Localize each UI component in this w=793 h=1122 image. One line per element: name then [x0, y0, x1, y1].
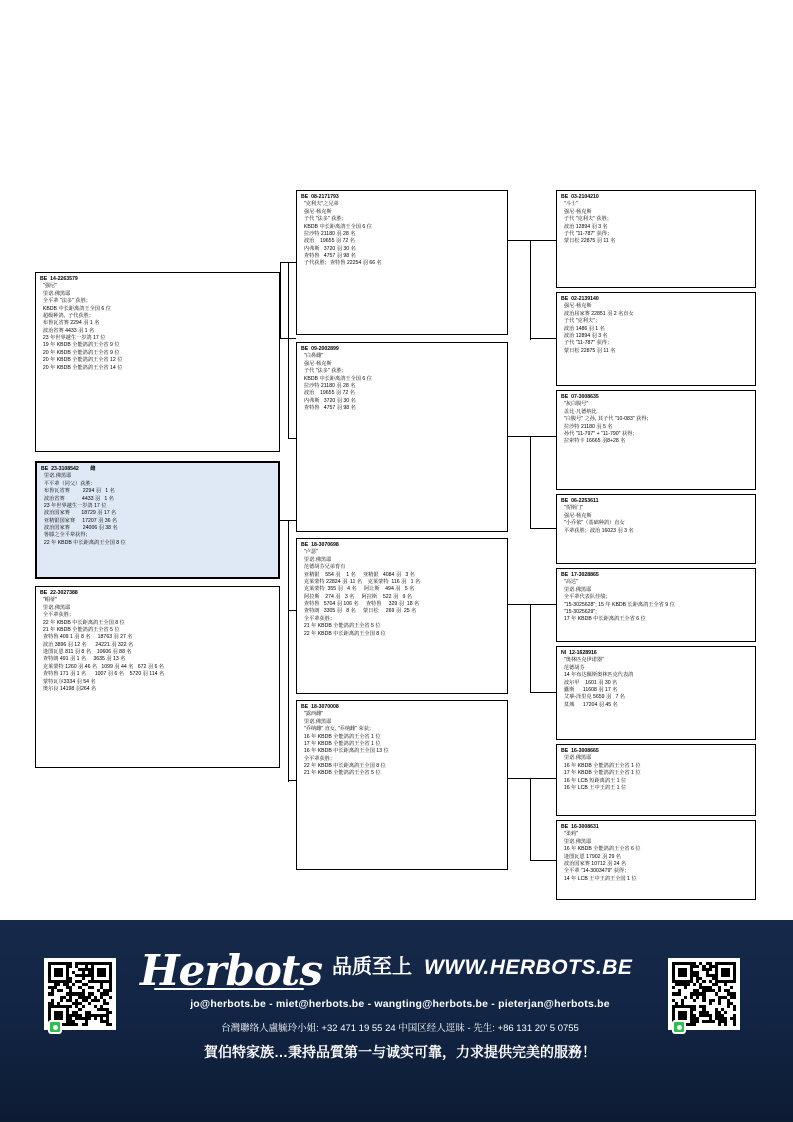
pedigree-detail-line: 查特朗 3305 羽 8 名 蒙日松 269 羽 25 名	[301, 608, 417, 615]
pedigree-detail-line: 强尼·杨克斯	[301, 208, 332, 215]
pedigree-detail-line: 平平辈（同父）获胜：	[41, 480, 96, 487]
connector	[288, 262, 289, 438]
connector	[508, 436, 556, 437]
connector	[530, 338, 556, 339]
pedigree-detail-line: 查特朗 491 羽 1 名 3635 羽 13 名	[40, 656, 126, 663]
connector	[288, 610, 296, 611]
pedigree-ring-number: BE 17-3028865	[561, 572, 599, 578]
pedigree-ring-number: BE 09-2002899	[301, 346, 339, 352]
pedigree-detail-line: 内弗斯 3720 羽 30 名	[301, 397, 356, 404]
pedigree-ring-number: BE 18-3070008	[301, 704, 339, 710]
pedigree-box	[296, 190, 508, 335]
pedigree-detail-line: 波治 12894 羽 3 名	[561, 223, 608, 230]
pedigree-detail-line: 全平辈获胜；	[301, 615, 336, 622]
pedigree-detail-line: "15-3025629";	[561, 608, 597, 615]
pedigree-detail-line: "强尼"	[40, 283, 57, 290]
pedigree-detail-line: 克莱蒙特 1260 羽 46 名 1099 羽 44 名 672 羽 6 名	[40, 663, 164, 670]
pedigree-box	[556, 292, 756, 386]
brand-name: Herbots	[140, 946, 322, 995]
pedigree-detail-line: 14 年 LCB 王中王鸽王全国 1 位	[561, 875, 637, 882]
pedigree-detail-line: 范德胡芬兄弟育有	[301, 564, 346, 571]
pedigree-detail-line: 克莱蒙特 355 羽 4 名 阿让斯 494 羽 5 名	[301, 586, 415, 593]
pedigree-detail-line: 艾摹-泽里克 5659 羽 7 名	[561, 694, 625, 701]
pedigree-box	[35, 272, 280, 452]
pedigree-box	[296, 700, 508, 870]
pedigree-detail-line: 莫城 17204 羽 45 名	[561, 701, 618, 708]
pedigree-detail-line: 19 年 KBDB 全能鸽鸽王全省 9 位	[40, 342, 120, 349]
pedigree-ring-number: BE 16-3008665	[561, 748, 599, 754]
pedigree-detail-line: 强尼·杨克斯	[301, 360, 332, 367]
pedigree-detail-line: 波治屈家赛 22851 羽 2 名直女	[561, 310, 634, 317]
pedigree-detail-line: 子代 "克利夫"；	[561, 318, 601, 325]
pedigree-detail-line: 子代 "法多" 获胜；	[301, 368, 347, 375]
pedigree-ring-number: BE 23-3108542 雌	[41, 466, 96, 472]
connector	[508, 778, 556, 779]
pedigree-detail-line: 逢图瓦恩 811 羽 8 名 10606 羽 88 名	[40, 649, 132, 655]
pedigree-detail-line: 蒙日松 22875 羽 11 名	[561, 347, 616, 354]
connector	[508, 240, 556, 241]
connector	[288, 610, 289, 782]
pedigree-detail-line: 鲁滕之全平辈获得；	[41, 532, 91, 539]
pedigree-detail-line: 范德胡芬	[561, 664, 585, 671]
connector	[280, 262, 281, 338]
pedigree-detail-line: 蒙特瓦尔3334 羽 54 名	[40, 678, 96, 685]
pedigree-detail-line: 奥尔良 14198 羽264 名	[40, 685, 97, 692]
pedigree-ring-number: BE 18-3070698	[301, 542, 339, 548]
pedigree-detail-line: 14 年布达佩斯奥林匹克代表鸽	[561, 672, 634, 679]
pedigree-detail-line: 波治 3896 羽 12 名 24221 羽 322 名	[40, 641, 134, 648]
pedigree-detail-line: 子代 "克利夫" 获胜；	[561, 216, 612, 223]
pedigree-detail-line: KBDB 中长距离鸽王全国 6 位	[301, 375, 372, 382]
pedigree-detail-line: "露西雌"	[301, 711, 324, 718]
footer-tagline: 賀伯特家族…秉持品質第一与诚实可靠，力求提供完美的服務！	[204, 1044, 596, 1060]
pedigree-detail-line: 拉沙特 21180 羽 5 名	[561, 423, 613, 430]
pedigree-ring-number: BE 03-2104210	[561, 194, 599, 200]
pedigree-box	[296, 538, 508, 694]
pedigree-detail-line: 强尼·杨克斯	[561, 208, 592, 215]
pedigree-box	[35, 586, 280, 768]
pedigree-detail-line: 波治国家赛 24006 羽 38 名	[41, 525, 118, 531]
pedigree-detail-line: 23 年世界越生一岁鸽 17 位	[41, 502, 107, 509]
pedigree-ring-number: BE 07-3008635	[561, 394, 599, 400]
pedigree-box	[556, 390, 756, 490]
brand-lockup	[140, 948, 660, 994]
pedigree-detail-line: "贺斯门"	[561, 505, 584, 512]
pedigree-detail-line: 20 年 KBDB 全能鸽鸽王全省 14 位	[40, 364, 123, 371]
pedigree-detail-line: 拉沙特 21180 羽 28 名	[301, 382, 356, 389]
connector	[530, 240, 531, 340]
pedigree-detail-line: 拉沙特 21180 羽 28 名	[301, 230, 356, 237]
contact-phones: 台灣聯络人盧毓玲小姐: +32 471 19 55 24 中国区经人逕昧 - 先生: +86 131 20' 5 0755	[221, 1023, 579, 1034]
pedigree-detail-line: 里诺.佛黑耶	[301, 718, 332, 725]
pedigree-detail-line: 拉索特卡 16665 羽8+28 名	[561, 438, 626, 445]
pedigree-detail-line: 亚精银 554 羽 1 名 亚精银 4084 羽 3 名	[301, 571, 415, 578]
pedigree-detail-line: 全平辈获胜；	[301, 755, 336, 762]
pedigree-box	[556, 568, 756, 642]
pedigree-detail-line: 全平辈 "14-3003479" 获得；	[561, 868, 630, 875]
pedigree-detail-line: 17 年 KBDB 全能鸽鸽王全省 1 位	[561, 770, 641, 777]
pedigree-detail-line: "灰白腹号"	[561, 401, 589, 408]
pedigree-detail-line: 查特鲁 4757 羽 98 名	[301, 405, 356, 411]
pedigree-detail-line: 16 年 KBDB 全能鸽鸽王全省 1 位	[301, 733, 381, 740]
pedigree-detail-line: KBDB 中长距离鸽王全国 6 位	[40, 305, 111, 312]
pedigree-detail-line: 21 年 KBDB 全能鸽鸽王全省 5 位	[301, 770, 381, 777]
contact-emails[interactable]: jo@herbots.be - miet@herbots.be - wangting@herbots.be - pieterjan@herbots.be	[190, 998, 610, 1010]
pedigree-detail-line: 平辈获胜；波治 16023 羽 3 名	[561, 527, 634, 534]
pedigree-detail-line: 盖比·凡德纳比	[561, 408, 597, 415]
pedigree-ring-number: BE 02-2139140	[561, 296, 599, 302]
pedigree-detail-line: "乔纳雌" 直女, "乔纳雌" 荣获；	[301, 726, 375, 733]
pedigree-box	[556, 190, 756, 288]
pedigree-detail-line: 21 年 KBDB 全能鸽鸽王全省 5 位	[301, 623, 381, 630]
pedigree-detail-line: 孙代 "11-797" + "11-790" 获得；	[561, 430, 638, 437]
pedigree-detail-line: 波尔甲 1601 羽 30 名	[561, 679, 618, 686]
pedigree-detail-line: 波治 1486 羽 1 名	[561, 325, 605, 332]
pedigree-box	[296, 342, 508, 532]
pedigree-ring-number: NI 12-1628916	[561, 650, 597, 656]
pedigree-detail-line: 22 年 KBDB 中长距离鸽王全国 8 位	[41, 539, 126, 546]
pedigree-detail-line: 蠹斯 11608 羽 17 名	[561, 686, 618, 693]
pedigree-detail-line: 逢图瓦恩 17902 羽 29 名	[561, 853, 621, 860]
pedigree-detail-line: 查特鲁 4757 羽 98 名	[301, 253, 356, 259]
pedigree-detail-line: 里诺.佛黑耶	[561, 755, 592, 762]
pedigree-detail-line: 阿拉斯 274 羽 3 名 阿拉斯 522 羽 9 名	[301, 593, 412, 600]
pedigree-detail-line: 克莱蒙特 22824 羽 11 名 克莱蒙特 116 羽 1 名	[301, 578, 421, 585]
pedigree-detail-line: 里诺.佛黑耶	[301, 556, 332, 563]
pedigree-detail-line: 子代 "11-787" 获得；	[561, 230, 613, 237]
pedigree-detail-line: "白鼻雌"	[301, 353, 324, 360]
pedigree-detail-line: 波治国家赛 10712 羽 24 名	[561, 860, 627, 867]
pedigree-detail-line: 子代 "11-787" 获得；	[561, 340, 613, 347]
pedigree-detail-line: 子代获胜；查特鲁 22254 羽 66 名	[301, 260, 382, 267]
pedigree-detail-line: 23 年世界越生一岁鸽 17 位	[40, 335, 106, 341]
pedigree-detail-line: 全平辈代表队佳绩；	[561, 594, 611, 601]
pedigree-detail-line: 蒙日松 22875 羽 11 名	[561, 238, 616, 245]
pedigree-detail-line: "柔莉"	[561, 831, 578, 838]
pedigree-detail-line: 超级种鸽, 子代获胜；	[40, 312, 94, 319]
pedigree-detail-line: 波治省赛 4433 羽 1 名	[40, 327, 95, 334]
pedigree-box	[35, 461, 280, 579]
pedigree-detail-line: 20 年 KBDB 全能鸽鸽王全省 12 位	[40, 357, 123, 364]
website-url[interactable]: WWW.HERBOTS.BE	[423, 956, 633, 979]
connector	[530, 528, 556, 529]
pedigree-box	[556, 494, 756, 564]
pedigree-detail-line: 21 年 KBDB 全能鸽鸽王全省 5 位	[40, 626, 120, 633]
footer-banner	[0, 920, 793, 1122]
pedigree-detail-line: 波治 12894 羽 3 名	[561, 332, 608, 339]
pedigree-detail-line: 里诺.佛黑耶	[561, 838, 592, 845]
pedigree-box	[556, 646, 756, 740]
pedigree-detail-line: 16 年 KBDB 全能鸽鸽王全省 1 位	[561, 762, 641, 769]
qr-right-grid	[672, 962, 736, 1026]
pedigree-detail-line: 查特鲁 171 羽 1 名 1007 羽 6 名 5720 羽 114 名	[40, 671, 165, 678]
pedigree-detail-line: "克利夫"之兄弟	[301, 201, 339, 208]
pedigree-detail-line: 22 年 KBDB 中长距离鸽王全国 8 位	[40, 619, 125, 626]
pedigree-detail-line: 里诺.佛黑耶	[40, 290, 71, 297]
pedigree-box	[556, 744, 756, 816]
wechat-badge-left	[48, 1020, 62, 1034]
pedigree-detail-line: 查特鲁 5704 羽 106 名 查特鲁 329 羽 18 名	[301, 601, 420, 607]
pedigree-detail-line: "白腹号" 之孙, 其子代 "10-083" 获得；	[561, 416, 652, 423]
pedigree-detail-line: 20 年 KBDB 全能鸽鸽王全省 9 位	[40, 349, 120, 356]
connector	[530, 604, 531, 692]
pedigree-detail-line: 22 年 KBDB 中长距离鸽王全国 8 位	[301, 763, 386, 769]
pedigree-detail-line: "15-3025628"; 15 年 KBDB 长距离鸽王全省 9 位	[561, 601, 675, 608]
connector	[288, 438, 296, 439]
connector	[530, 436, 531, 528]
brand-slogan: 品质至上	[331, 956, 412, 978]
pedigree-detail-line: 波治国家赛 18729 羽 17 名	[41, 510, 117, 517]
pedigree-box	[556, 820, 756, 900]
pedigree-detail-line: 布鲁瓦省赛 2294 羽 1 名	[41, 488, 115, 495]
pedigree-detail-line: 波治 19655 羽 72 名	[301, 238, 355, 245]
pedigree-detail-line: 17 年 KBDB 中长距离鸽王全省 6 位	[561, 616, 646, 623]
pedigree-detail-line: 16 年 KBDB 全能鸽鸽王全省 6 位	[561, 846, 641, 853]
connector	[508, 604, 556, 605]
pedigree-ring-number: BE 08-2171793	[301, 194, 339, 200]
pedigree-detail-line: 强尼·杨克斯	[561, 512, 592, 519]
pedigree-ring-number: BE 22-3027388	[40, 590, 78, 596]
pedigree-detail-line: 波治 19655 羽 72 名	[301, 390, 355, 397]
connector	[288, 780, 296, 781]
pedigree-detail-line: "帽蒂"	[40, 597, 57, 604]
pedigree-detail-line: KBDB 中长距离鸽王全国 6 位	[301, 223, 372, 230]
pedigree-detail-line: 强尼·杨克斯	[561, 303, 592, 310]
pedigree-detail-line: "卢瑟"	[301, 549, 318, 556]
pedigree-ring-number: BE 06-2253611	[561, 498, 599, 504]
pedigree-detail-line: "高达"	[561, 579, 578, 586]
pedigree-detail-line: 内弗斯 3720 羽 30 名	[301, 245, 356, 252]
pedigree-detail-line: 全平辈 "法多" 获胜；	[40, 298, 91, 305]
pedigree-detail-line: "小乔依"（基础种鸽）直女	[561, 520, 625, 527]
pedigree-detail-line: 里诺.佛黑耶	[40, 604, 71, 611]
pedigree-detail-line: 查特鲁 409 1 羽 8 名 18763 羽 27 名	[40, 634, 133, 641]
qr-left-grid	[48, 962, 112, 1026]
pedigree-detail-line: 布鲁瓦省赛 2294 羽 1 名	[40, 320, 100, 327]
pedigree-detail-line: 16 年 LCB 短距离鸽王 1 位	[561, 777, 627, 784]
pedigree-detail-line: 波治省赛 4433 羽 1 名	[41, 495, 114, 502]
pedigree-detail-line: 16 年 LCB 王中王鸽王 1 位	[561, 784, 627, 791]
pedigree-detail-line: 全平辈获胜；	[40, 612, 75, 619]
pedigree-detail-line: 里诺.佛黑耶	[561, 586, 592, 593]
pedigree-detail-line: 子代 "法多" 获胜；	[301, 216, 347, 223]
pedigree-ring-number: BE 14-2263579	[40, 276, 78, 282]
connector	[530, 778, 531, 860]
pedigree-detail-line: 17 年 KBDB 全能鸽鸽王全省 1 位	[301, 740, 381, 747]
connector	[530, 860, 556, 861]
pedigree-detail-line: "斗士"	[561, 201, 578, 208]
pedigree-detail-line: "奥林匹克伊诺器"	[561, 657, 604, 664]
connector	[530, 692, 556, 693]
pedigree-detail-line: 里诺.佛黑耶	[41, 473, 72, 480]
pedigree-ring-number: BE 16-3008631	[561, 824, 599, 830]
pedigree-detail-line: 22 年 KBDB 中长距离鸽王全国 8 位	[301, 630, 386, 637]
pedigree-detail-line: 16 年 KBDB 中长距离鸽王全国 13 位	[301, 748, 389, 755]
pedigree-detail-line: 亚精银国家赛 17207 羽 36 名	[41, 517, 118, 524]
